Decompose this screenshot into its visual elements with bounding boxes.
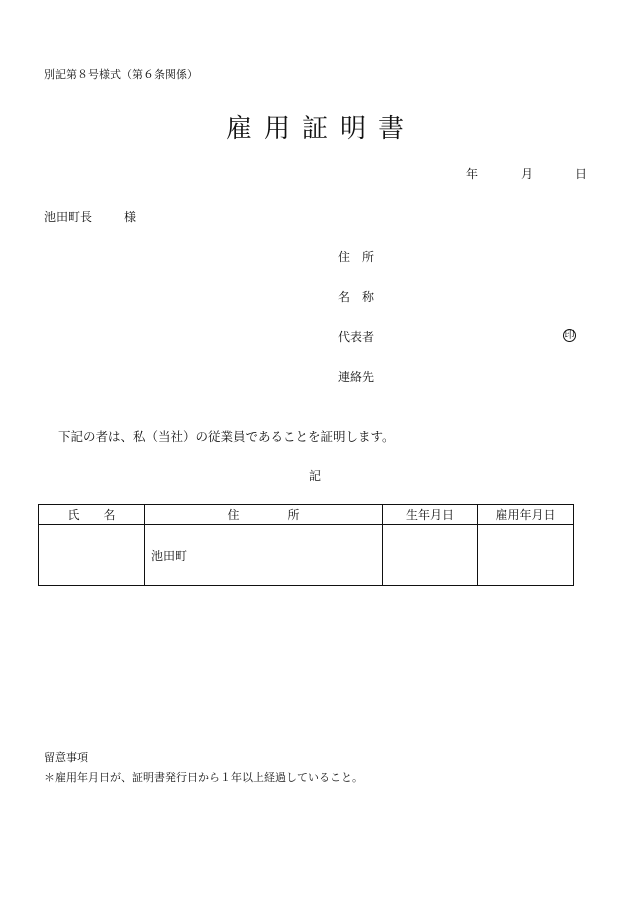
header-employment-date: 雇用年月日	[478, 505, 574, 525]
date-day-label: 日	[575, 167, 588, 181]
addressee-honorific: 様	[124, 210, 137, 224]
notes-item: ＊雇用年月日が、証明書発行日から１年以上経過していること。	[44, 771, 363, 784]
header-birth-date: 生年月日	[383, 505, 478, 525]
header-name: 氏 名	[39, 505, 145, 525]
issuer-contact-label: 連絡先	[338, 370, 375, 384]
issuer-address-label: 住 所	[338, 250, 375, 264]
certification-statement: 下記の者は、私（当社）の従業員であることを証明します。	[58, 429, 395, 444]
addressee: 池田町長	[44, 210, 93, 224]
header-address: 住 所	[145, 505, 383, 525]
cell-address[interactable]: 池田町	[145, 525, 383, 586]
cell-employment-date[interactable]	[478, 525, 574, 586]
table-row	[39, 525, 574, 586]
document-title: 雇用証明書	[225, 114, 416, 144]
cell-name[interactable]	[39, 525, 145, 586]
seal-icon: 印	[564, 330, 575, 341]
notes-title: 留意事項	[44, 751, 88, 764]
issuer-representative-label: 代表者	[338, 330, 375, 344]
ki-heading: 記	[308, 469, 321, 483]
form-reference: 別記第８号様式（第６条関係）	[44, 68, 198, 81]
issuer-name-label: 名 称	[338, 290, 375, 304]
cell-birth-date[interactable]	[383, 525, 478, 586]
date-year-label: 年	[466, 167, 479, 181]
date-month-label: 月	[521, 167, 534, 181]
employee-table	[38, 504, 574, 586]
table-header-row	[39, 505, 574, 525]
